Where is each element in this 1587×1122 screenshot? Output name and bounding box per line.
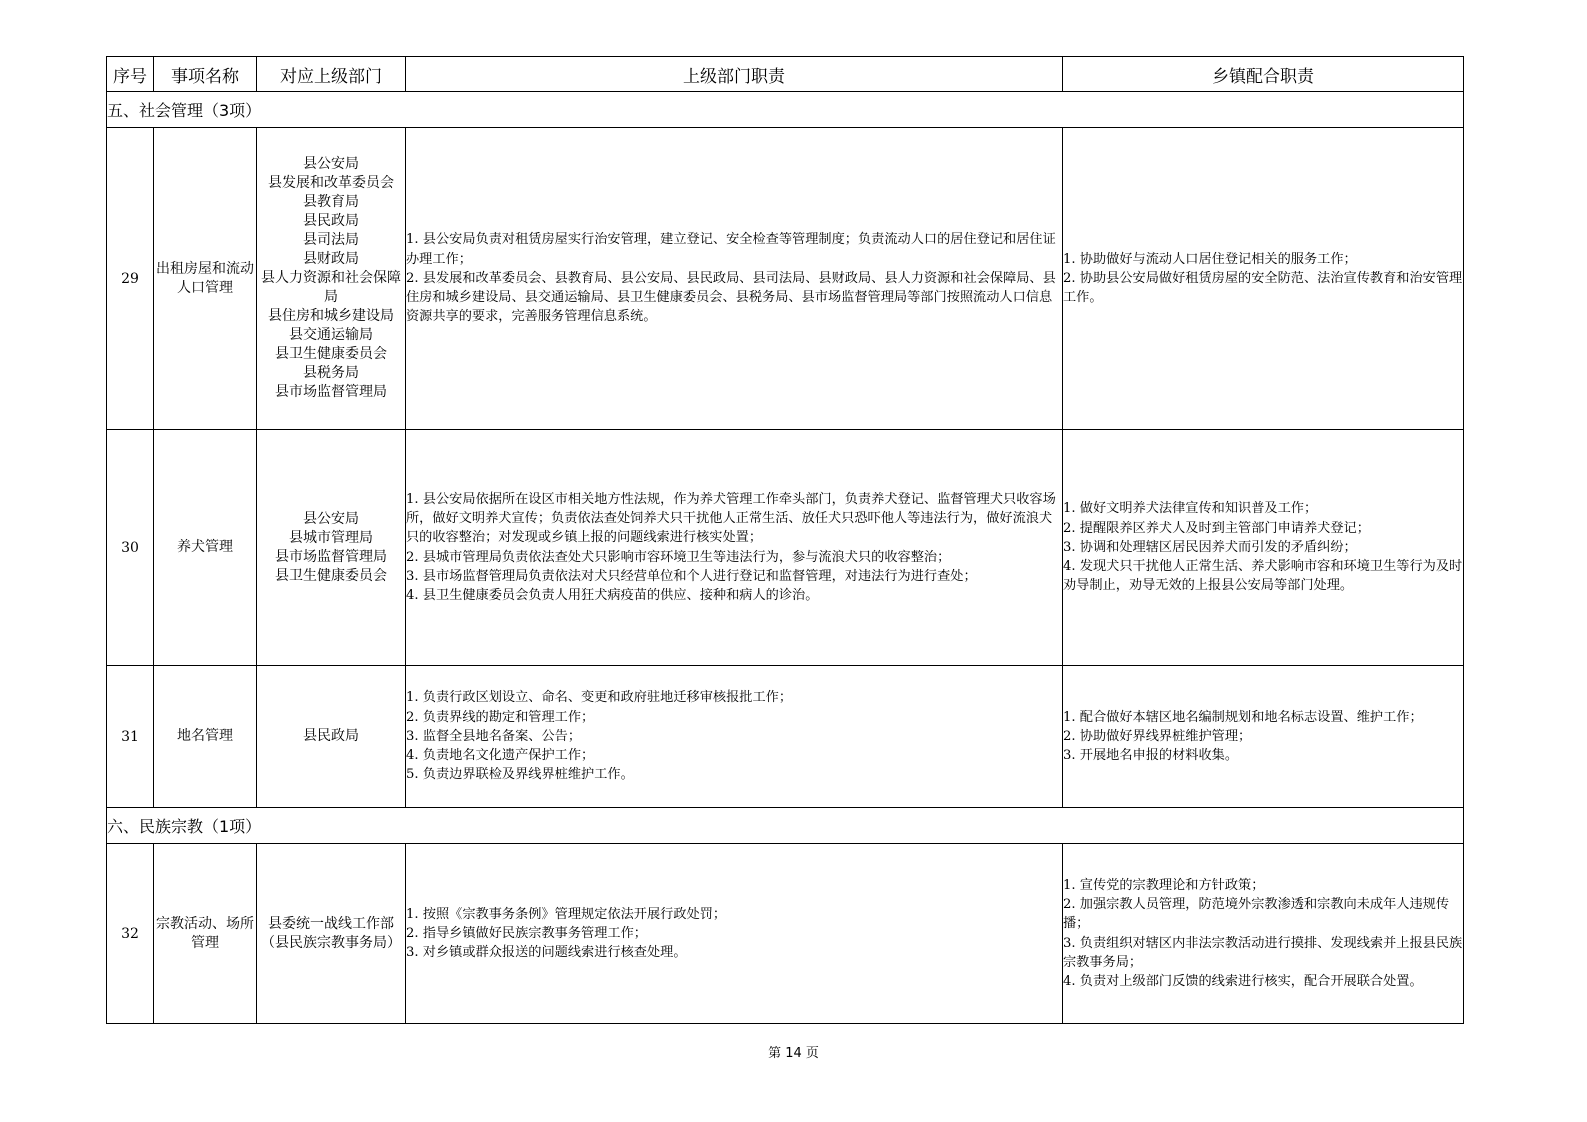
header-item: 事项名称 <box>154 57 257 92</box>
town-duty-text: 1. 宣传党的宗教理论和方针政策； 2. 加强宗教人员管理，防范境外宗教渗透和宗教向未成年人违规传播； 3. 负责组织对辖区内非法宗教活动进行摸排、发现线索并上报县民族宗教事务局； 4. 负责对上级部门反馈的线索进行核实，配合开展联合处置。 <box>1063 877 1463 989</box>
table-row <box>107 844 1464 1024</box>
section-title: 五、社会管理（3项） <box>107 92 1464 128</box>
town-duty-text: 1. 做好文明养犬法律宣传和知识普及工作； 2. 提醒限养区养犬人及时到主管部门申请养犬登记； 3. 协调和处理辖区居民因养犬而引发的矛盾纠纷； 4. 发现犬只干扰他人正常生活、养犬影响市容和环境卫生等行为及时劝导制止，劝导无效的上报县公安局等部门处理。 <box>1063 501 1463 594</box>
upper-duty <box>406 666 1063 808</box>
table-row <box>107 128 1464 430</box>
upper-duty-text: 1. 县公安局负责对租赁房屋实行治安管理，建立登记、安全检查等管理制度；负责流动人口的居住登记和居住证办理工作； 2. 县发展和改革委员会、县教育局、县公安局、县民政局、县司法局、县财政局、县人力资源和社会保障局、县住房和城乡建设局、县交通运输局、县卫生健康委员会、县税务局、县市场监督管理局等部门按照流动人口信息资源共享的要求，完善服务管理信息系统。 <box>406 232 1056 325</box>
row-number: 31 <box>107 666 154 808</box>
upper-duty <box>406 430 1063 666</box>
town-duty <box>1063 128 1464 430</box>
item-name: 出租房屋和流动人口管理 <box>154 128 257 430</box>
item-name: 宗教活动、场所管理 <box>154 844 257 1024</box>
dept-entry: 县发展和改革委员会 <box>268 175 394 191</box>
upper-duty <box>406 844 1063 1024</box>
town-duty <box>1063 844 1464 1024</box>
upper-duty-text: 1. 县公安局依据所在设区市相关地方性法规，作为养犬管理工作牵头部门，负责养犬登记、监督管理犬只收容场所，做好文明养犬宣传；负责依法查处饲养犬只干扰他人正常生活、放任犬只恐吓他人等违法行为，做好流浪犬只的收容整治；对发现或乡镇上报的问题线索进行核实处置； 2. 县城市管理局负责依法查处犬只影响市容环境卫生等违法行为，参与流浪犬只的收容整治； 3. 县市场监督管理局负责依法对犬只经营单位和个人进行登记和监督管理，对违法行为进行查处； 4. 县卫生健康委员会负责人用狂犬病疫苗的供应、接种和病人的诊治。 <box>406 491 1056 603</box>
dept-entry: 县委统一战线工作部（县民族宗教事务局） <box>261 915 401 951</box>
dept-entry: 县卫生健康委员会 <box>275 346 387 362</box>
table-row <box>107 430 1464 666</box>
section-row <box>107 808 1464 844</box>
header-town-duty: 乡镇配合职责 <box>1063 57 1464 92</box>
page-number: 第 14 页 <box>768 1046 819 1061</box>
row-number: 30 <box>107 430 154 666</box>
dept-entry: 县司法局 <box>303 232 359 248</box>
upper-duty-text: 1. 负责行政区划设立、命名、变更和政府驻地迁移审核报批工作； 2. 负责界线的勘定和管理工作； 3. 监督全县地名备案、公告； 4. 负责地名文化遗产保护工作； 5. 负责边界联检及界线界桩维护工作。 <box>406 690 793 783</box>
town-duty <box>1063 666 1464 808</box>
town-duty-text: 1. 协助做好与流动人口居住登记相关的服务工作； 2. 协助县公安局做好租赁房屋的安全防范、法治宣传教育和治安管理工作。 <box>1063 251 1463 306</box>
header-no: 序号 <box>107 57 154 92</box>
dept-entry: 县公安局 <box>303 510 359 527</box>
dept-entry: 县卫生健康委员会 <box>275 567 387 584</box>
dept-entry: 县住房和城乡建设局 <box>268 308 394 324</box>
dept-entry: 县财政局 <box>303 251 359 267</box>
dept-entry: 县税务局 <box>303 365 359 381</box>
section-title: 六、民族宗教（1项） <box>107 808 1464 844</box>
upper-duty-text: 1. 按照《宗教事务条例》管理规定依法开展行政处罚； 2. 指导乡镇做好民族宗教事务管理工作； 3. 对乡镇或群众报送的问题线索进行核查处理。 <box>406 906 727 961</box>
item-name: 养犬管理 <box>154 430 257 666</box>
town-duty-text: 1. 配合做好本辖区地名编制规划和地名标志设置、维护工作； 2. 协助做好界线界桩维护管理； 3. 开展地名申报的材料收集。 <box>1063 709 1423 764</box>
header-upper-duty: 上级部门职责 <box>406 57 1063 92</box>
dept-entry: 县市场监督管理局 <box>275 548 387 565</box>
header-row <box>107 57 1464 92</box>
dept-entry: 县城市管理局 <box>289 529 373 546</box>
dept-entry: 县人力资源和社会保障局 <box>261 270 401 305</box>
dept-entry: 县交通运输局 <box>289 327 373 343</box>
section-row <box>107 92 1464 128</box>
table-row <box>107 666 1464 808</box>
duty-table <box>106 56 1464 1024</box>
header-dept: 对应上级部门 <box>257 57 406 92</box>
dept-entry: 县民政局 <box>303 728 359 744</box>
dept-list <box>257 128 406 430</box>
dept-list <box>257 844 406 1024</box>
dept-list <box>257 666 406 808</box>
dept-entry: 县公安局 <box>303 156 359 172</box>
row-number: 32 <box>107 844 154 1024</box>
row-number: 29 <box>107 128 154 430</box>
dept-list <box>257 430 406 666</box>
item-name: 地名管理 <box>154 666 257 808</box>
dept-entry: 县民政局 <box>303 213 359 229</box>
town-duty <box>1063 430 1464 666</box>
dept-entry: 县教育局 <box>303 194 359 210</box>
upper-duty <box>406 128 1063 430</box>
dept-entry: 县市场监督管理局 <box>275 384 387 400</box>
